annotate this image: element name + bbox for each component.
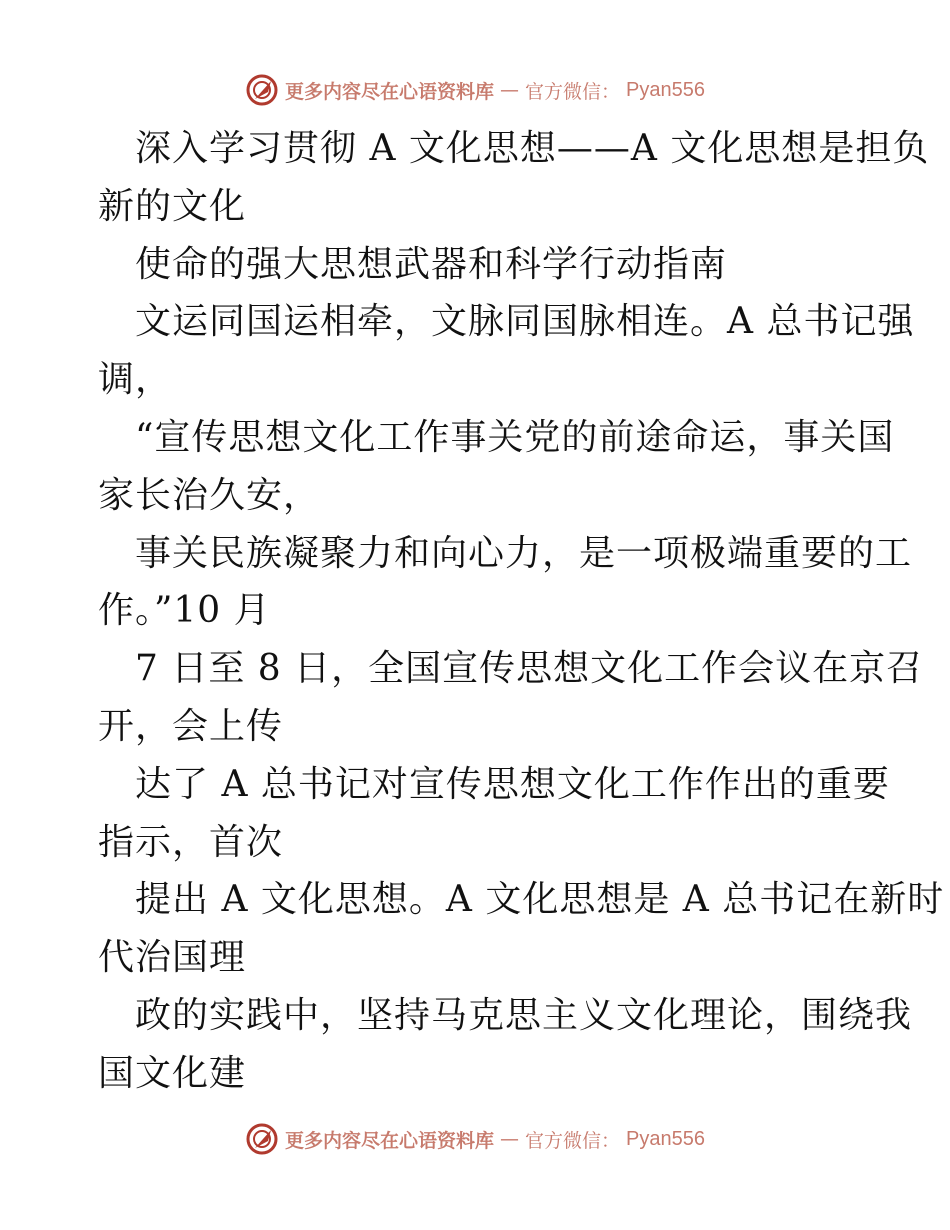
text-line: 事关民族凝聚力和向心力，是一项极端重要的工 xyxy=(135,532,913,574)
quill-logo-icon xyxy=(245,73,279,107)
banner-dash: — xyxy=(500,1128,520,1150)
footer-watermark-banner xyxy=(0,1119,950,1159)
text-line: 提出 A 文化思想。A 文化思想是 A 总书记在新时 xyxy=(135,879,945,921)
banner-site-name: 更多内容尽在心语资料库 xyxy=(285,80,495,103)
quill-logo-icon xyxy=(245,1122,279,1156)
text-line: 使命的强大思想武器和科学行动指南 xyxy=(135,243,728,285)
text-line: 新的文化 xyxy=(98,185,247,227)
text-line: 政的实践中，坚持马克思主义文化理论，围绕我 xyxy=(135,994,913,1036)
text-line: 文运同国运相牵，文脉同国脉相连。A 总书记强 xyxy=(135,301,915,343)
text-line: 代治国理 xyxy=(98,937,247,979)
text-line: 调， xyxy=(98,359,173,401)
text-line: 深入学习贯彻 A 文化思想——A 文化思想是担负 xyxy=(135,128,930,169)
text-line: 家长治久安， xyxy=(98,474,321,516)
banner-wechat-id: Pyan556 xyxy=(626,1127,705,1150)
text-line: 指示，首次 xyxy=(98,821,284,863)
banner-site-name: 更多内容尽在心语资料库 xyxy=(285,1129,495,1152)
text-line: 7 日至 8 日，全国宣传思想文化工作会议在京召 xyxy=(135,648,924,690)
banner-dash: — xyxy=(500,79,520,101)
banner-wechat-id: Pyan556 xyxy=(626,78,705,101)
text-line: “宣传思想文化工作事关党的前途命运，事关国 xyxy=(135,416,895,458)
text-line: 作。”10 月 xyxy=(98,590,271,632)
text-line: 达了 A 总书记对宣传思想文化工作作出的重要 xyxy=(135,763,890,805)
text-line: 开，会上传 xyxy=(98,705,284,747)
banner-wechat-label: 官方微信： xyxy=(525,1129,621,1152)
banner-wechat-label: 官方微信： xyxy=(525,80,621,103)
header-watermark-banner xyxy=(0,70,950,110)
document-body xyxy=(98,120,945,1103)
text-line: 国文化建 xyxy=(98,1052,247,1094)
